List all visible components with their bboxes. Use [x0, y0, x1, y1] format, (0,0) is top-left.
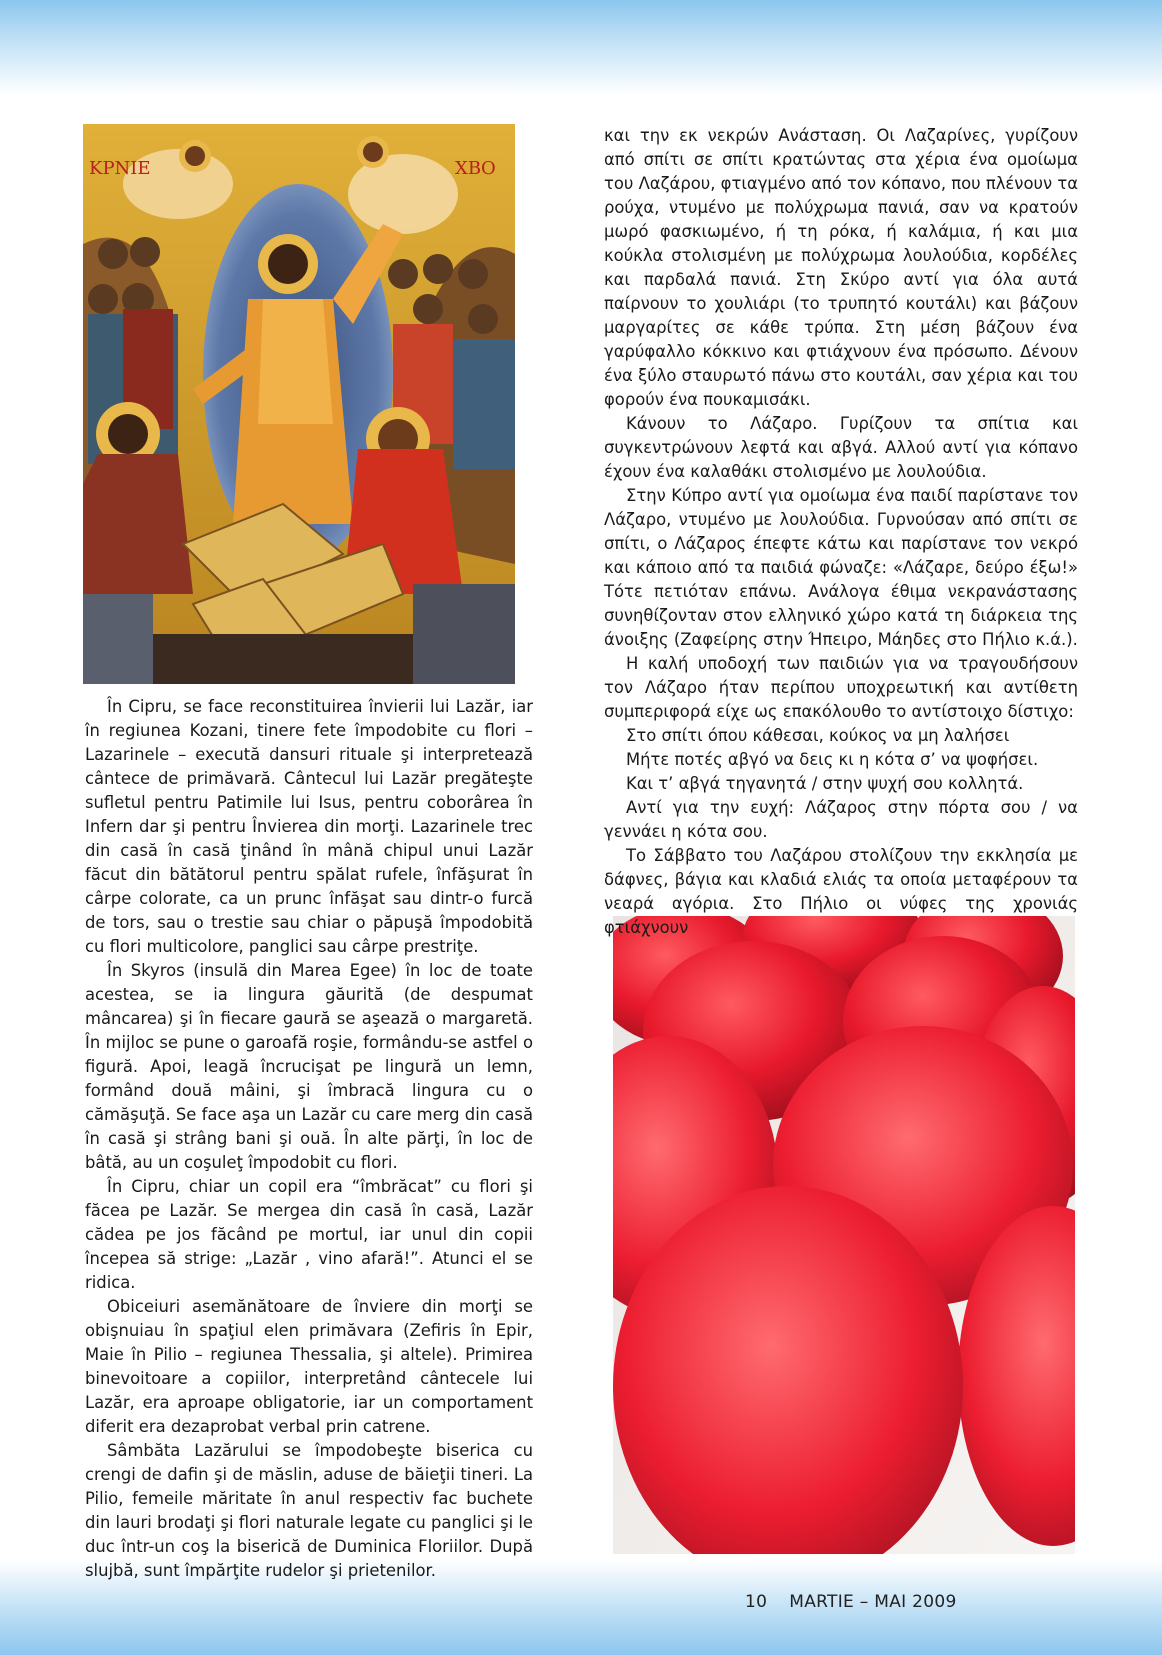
paragraph: Το Σάββατο του Λαζάρου στολίζουν την εκκλησία με δάφνες, βάγια και κλαδιά ελιάς τα οποία μεταφέρουν τα νεαρά αγόρια. Στο Πήλιο οι νύφες της χρονιάς φτιάχνουν [604, 846, 1078, 937]
verse-line: Και τ’ αβγά τηγανητά / στην ψυχή σου κολλητά. [626, 774, 1024, 793]
resurrection-icon-image [83, 124, 515, 684]
verse-line: Στο σπίτι όπου κάθεσαι, κούκος να μη λαλήσει [626, 726, 1010, 745]
svg-text:ΚΡΝΙΕ: ΚΡΝΙΕ [89, 158, 151, 179]
verse-line: Μήτε ποτές αβγό να δεις κι η κότα σ’ να ψοφήσει. [626, 750, 1039, 769]
page-footer [745, 1592, 957, 1612]
paragraph: Αντί για την ευχή: Λάζαρος στην πόρτα σου / να γεννάει η κότα σου. [604, 798, 1078, 841]
paragraph: Obiceiuri asemănătoare de înviere din morţi se obişnuiau în spaţiul elen primăvara (Zefiris în Epir, Maie în Pilio – regiunea Thessalia, şi altele). Primirea binevoitoare a copiilor, interpretând cântecele lui Lazăr, era aproape obligatorie, iar un comportament diferit era dezaprobat verbal prin catrene. [85, 1297, 533, 1436]
paragraph: În Skyros (insulă din Marea Egee) în loc de toate acestea, se ia lingura găurită (de despumat mâncarea) şi în fiecare gaură se aşează o margaretă. În mijloc se pune o garoafă roşie, formându-se astfel o figură. Apoi, leagă încrucişat pe lingură un lemn, formând două mâini, şi îmbracă lingura cu o cămăşuţă. Se face aşa un Lazăr cu care merg din casă în casă şi strâng bani şi ouă. În alte părţi, în loc de bâtă, au un coşuleţ împodobit cu flori. [85, 961, 533, 1172]
issue-label: MARTIE – MAI 2009 [789, 1592, 957, 1612]
paragraph: Sâmbăta Lazărului se împodobeşte biserica cu crengi de dafin şi de măslin, aduse de băieţii tineri. La Pilio, femeile măritate în anul respectiv fac buchete din lauri brodaţi şi flori naturale legate cu panglici şi le duc într-un coş la biserică de Duminica Floriilor. După slujbă, sunt împărţite rudelor şi prietenilor. [85, 1441, 534, 1580]
paragraph: În Cipru, chiar un copil era “îmbrăcat” cu flori şi făcea pe Lazăr. Se mergea din casă în casă, Lazăr cădea pe jos făcând pe mortul, iar unul din copii începea să strige: „Lazăr , vino afară!”. Atunci el se ridica. [85, 1177, 533, 1292]
svg-text:ΧΒΟ: ΧΒΟ [455, 158, 496, 179]
page-number: 10 [745, 1592, 768, 1612]
paragraph: Κάνουν το Λάζαρο. Γυρίζουν τα σπίτια και συγκεντρώνουν λεφτά και αβγά. Αλλού αντί για κόπανο έχουν ένα καλαθάκι στολισμένο με λουλούδια. [604, 414, 1078, 481]
paragraph: Στην Κύπρο αντί για ομοίωμα ένα παιδί παρίστανε τον Λάζαρο, ντυμένο με λουλούδια. Γυρνούσαν από σπίτι σε σπίτι, ο Λάζαρος έπεφτε κάτω και παρίστανε τον νεκρό και κάποιο από τα παιδιά φώναζε: «Λάζαρε, δεύρο έξω!» Τότε πετιόταν επάνω. Ανάλογα έθιμα νεκρανάστασης συνηθίζονταν στον ελληνικό χώρο κατά τη διάρκεια της άνοιξης (Ζαφείρης στην Ήπειρο, Μάηδες στο Πήλιο κ.ά.). [604, 486, 1078, 649]
paragraph: και την εκ νεκρών Ανάσταση. Οι Λαζαρίνες, γυρίζουν από σπίτι σε σπίτι κρατώντας στα χέρια ένα ομοίωμα του Λαζάρου, φτιαγμένο από τον κόπανο, που πλένουν τα ρούχα, ντυμένο με πολύχρωμα πανιά, σαν να κρατούν μωρό φασκιωμένο, ή τη ρόκα, ή καλάμια, ή και μια κούκλα στολισμένη με πολύχρωμα λουλούδια, κορδέλες και παρδαλά πανιά. Στη Σκύρο αντί για όλα αυτά παίρνουν το χουλιάρι (το τρυπητό κουτάλι) και βάζουν μαργαρίτες σε κάθε τρύπα. Στη μέση βάζουν ένα γαρύφαλλο κόκκινο και φτιάχνουν ένα πρόσωπο. Δένουν ένα ξύλο σταυρωτό πάνω στο κουτάλι, σαν χέρια και του φορούν ένα πουκαμισάκι. [604, 126, 1078, 409]
paragraph: Η καλή υποδοχή των παιδιών για να τραγουδήσουν τον Λάζαρο ήταν περίπου υποχρεωτική και αντίθετη συμπεριφορά είχε ως επακόλουθο το αντίστοιχο δίστιχο: [604, 654, 1078, 721]
right-text-column [604, 124, 1078, 940]
paragraph: În Cipru, se face reconstituirea învierii lui Lazăr, iar în regiunea Kozani, tinere fete împodobite cu flori – Lazarinele – execută dansuri rituale şi interpretează cântece de primăvară. Cântecul lui Lazăr pregăteşte sufletul pentru Patimile lui Isus, pentru coborârea în Infern dar şi pentru Învierea din morţi. Lazarinele trec din casă în casă ţinând în mână chipul unui Lazăr făcut din bătătorul pentru spălat rufele, înfăşurat în cârpe colorate, ca un prunc înfăşat sau dintr-o furcă de tors, sau o trestie sau chiar o păpuşă împodobită cu flori multicolore, panglici sau cârpe prestriţe. [85, 697, 533, 956]
left-text-column [85, 695, 533, 1583]
top-gradient-band [0, 0, 1162, 95]
red-eggs-photo [613, 916, 1075, 1554]
